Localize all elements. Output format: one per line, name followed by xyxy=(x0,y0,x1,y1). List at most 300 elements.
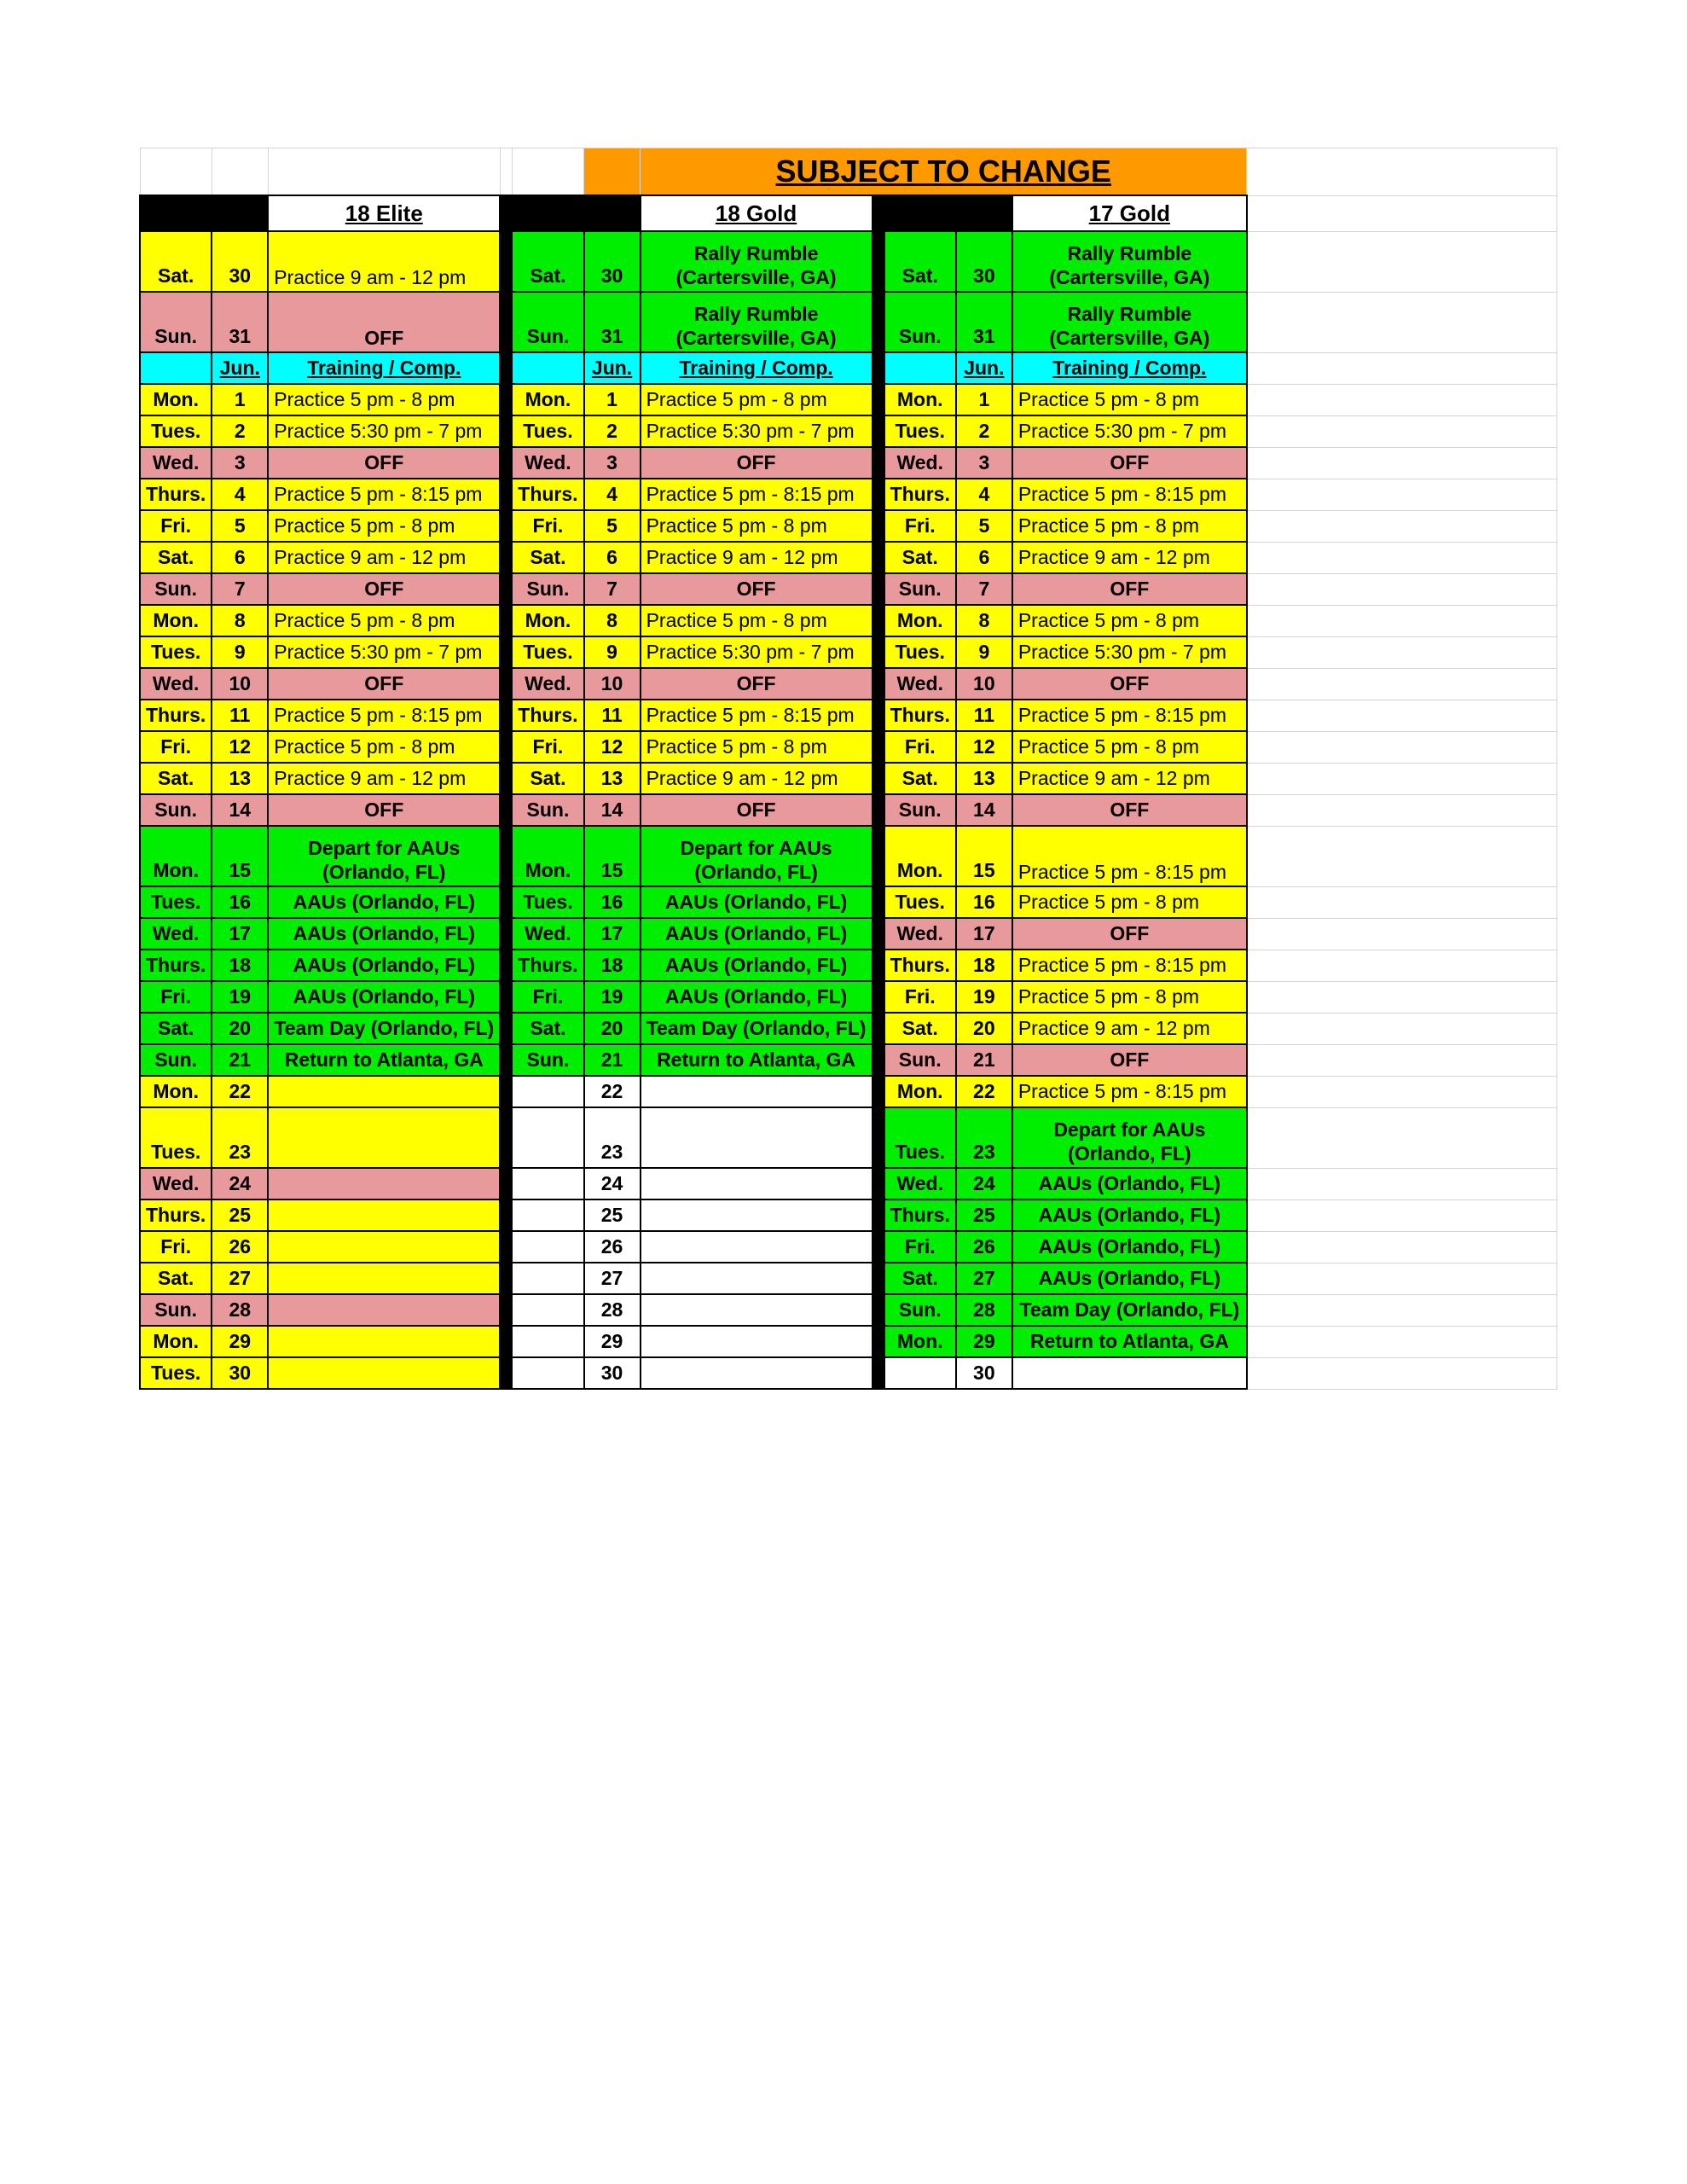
event-cell: Rally Rumble (Cartersville, GA) xyxy=(1012,292,1247,352)
column-separator xyxy=(500,479,512,510)
event-cell: Practice 5 pm - 8 pm xyxy=(641,605,872,636)
column-separator xyxy=(500,447,512,479)
header-black-block xyxy=(884,195,1012,231)
date-cell: 2 xyxy=(956,415,1012,447)
event-cell: AAUs (Orlando, FL) xyxy=(641,886,872,918)
training-comp-label: Training / Comp. xyxy=(1012,352,1247,384)
day-cell: Tues. xyxy=(140,415,212,447)
date-cell: 23 xyxy=(956,1107,1012,1168)
filler-cell xyxy=(1247,415,1557,447)
schedule-row xyxy=(140,1076,1557,1107)
schedule-row xyxy=(140,794,1557,826)
team-name-header: 18 Elite xyxy=(268,195,500,231)
empty-cell xyxy=(500,148,512,196)
date-cell: 9 xyxy=(212,636,268,668)
date-cell: 9 xyxy=(956,636,1012,668)
day-cell: Wed. xyxy=(512,668,583,700)
day-cell: Sat. xyxy=(884,1013,956,1044)
event-cell: Practice 9 am - 12 pm xyxy=(1012,1013,1247,1044)
filler-cell xyxy=(1247,1263,1557,1294)
day-cell: Mon. xyxy=(140,826,212,886)
banner-accent xyxy=(584,148,641,196)
event-cell: AAUs (Orlando, FL) xyxy=(1012,1168,1247,1199)
header-black-block xyxy=(140,195,268,231)
event-cell xyxy=(268,1076,500,1107)
filler-cell xyxy=(1247,950,1557,981)
day-cell xyxy=(512,1294,583,1326)
day-cell xyxy=(512,1076,583,1107)
date-cell: 6 xyxy=(212,542,268,573)
schedule-row xyxy=(140,731,1557,763)
schedule-row xyxy=(140,231,1557,292)
event-cell xyxy=(268,1294,500,1326)
date-cell: 21 xyxy=(212,1044,268,1076)
day-cell: Thurs. xyxy=(512,479,583,510)
event-cell: Practice 5 pm - 8:15 pm xyxy=(1012,826,1247,886)
event-cell: Practice 5 pm - 8 pm xyxy=(268,510,500,542)
date-cell: 14 xyxy=(212,794,268,826)
team-name-header: 18 Gold xyxy=(641,195,872,231)
column-separator xyxy=(500,731,512,763)
event-cell: Practice 5 pm - 8 pm xyxy=(641,510,872,542)
day-cell: Mon. xyxy=(512,826,583,886)
date-cell: 4 xyxy=(956,479,1012,510)
event-cell: AAUs (Orlando, FL) xyxy=(641,981,872,1013)
column-separator xyxy=(500,1231,512,1263)
date-cell: 7 xyxy=(584,573,641,605)
filler-cell xyxy=(1247,1044,1557,1076)
empty-cell xyxy=(512,148,583,196)
date-cell: 17 xyxy=(212,918,268,950)
column-separator xyxy=(872,826,884,886)
training-comp-label: Training / Comp. xyxy=(268,352,500,384)
event-cell: Return to Atlanta, GA xyxy=(268,1044,500,1076)
day-cell xyxy=(512,1107,583,1168)
filler-cell xyxy=(1247,886,1557,918)
day-cell: Mon. xyxy=(884,384,956,415)
event-cell xyxy=(268,1231,500,1263)
date-cell: 21 xyxy=(956,1044,1012,1076)
date-cell: 16 xyxy=(956,886,1012,918)
date-cell: 6 xyxy=(584,542,641,573)
month-label: Jun. xyxy=(212,352,268,384)
event-cell: Rally Rumble (Cartersville, GA) xyxy=(1012,231,1247,292)
column-separator xyxy=(500,352,512,384)
event-cell: Practice 5 pm - 8 pm xyxy=(1012,886,1247,918)
day-cell: Sun. xyxy=(140,1044,212,1076)
date-cell: 25 xyxy=(212,1199,268,1231)
day-cell: Sun. xyxy=(140,1294,212,1326)
filler-cell xyxy=(1247,794,1557,826)
schedule-row xyxy=(140,605,1557,636)
day-cell: Tues. xyxy=(140,636,212,668)
filler-cell xyxy=(1247,826,1557,886)
event-cell: Practice 5 pm - 8 pm xyxy=(1012,981,1247,1013)
filler-cell xyxy=(1247,352,1557,384)
column-separator xyxy=(872,542,884,573)
schedule-row xyxy=(140,886,1557,918)
day-cell: Mon. xyxy=(884,1326,956,1357)
filler-cell xyxy=(1247,573,1557,605)
event-cell: Rally Rumble (Cartersville, GA) xyxy=(641,231,872,292)
schedule-row xyxy=(140,1107,1557,1168)
event-cell: Practice 9 am - 12 pm xyxy=(641,763,872,794)
schedule-row xyxy=(140,1044,1557,1076)
event-cell: Practice 9 am - 12 pm xyxy=(268,763,500,794)
day-cell: Mon. xyxy=(140,1076,212,1107)
date-cell: 27 xyxy=(212,1263,268,1294)
schedule-row xyxy=(140,510,1557,542)
date-cell: 21 xyxy=(584,1044,641,1076)
event-cell: Practice 5:30 pm - 7 pm xyxy=(641,415,872,447)
column-separator xyxy=(872,1294,884,1326)
event-cell xyxy=(641,1107,872,1168)
column-separator xyxy=(872,1263,884,1294)
date-cell: 13 xyxy=(212,763,268,794)
schedule-row xyxy=(140,1294,1557,1326)
day-cell xyxy=(512,1357,583,1389)
column-separator xyxy=(500,573,512,605)
date-cell: 31 xyxy=(956,292,1012,352)
date-cell: 2 xyxy=(584,415,641,447)
date-cell: 14 xyxy=(584,794,641,826)
date-cell: 18 xyxy=(956,950,1012,981)
event-cell xyxy=(641,1231,872,1263)
day-cell: Sat. xyxy=(884,1263,956,1294)
column-separator xyxy=(872,384,884,415)
filler-cell xyxy=(1247,510,1557,542)
column-separator xyxy=(872,195,884,231)
column-separator xyxy=(500,1044,512,1076)
event-cell: Practice 5 pm - 8 pm xyxy=(268,731,500,763)
date-cell: 12 xyxy=(584,731,641,763)
filler-cell xyxy=(1247,384,1557,415)
event-cell: Return to Atlanta, GA xyxy=(641,1044,872,1076)
event-cell xyxy=(641,1357,872,1389)
date-cell: 6 xyxy=(956,542,1012,573)
filler-cell xyxy=(1247,1076,1557,1107)
day-cell: Mon. xyxy=(140,605,212,636)
training-comp-label: Training / Comp. xyxy=(641,352,872,384)
event-cell: AAUs (Orlando, FL) xyxy=(268,886,500,918)
column-separator xyxy=(872,950,884,981)
filler-cell xyxy=(1247,292,1557,352)
month-label: Jun. xyxy=(584,352,641,384)
date-cell: 20 xyxy=(212,1013,268,1044)
schedule-row xyxy=(140,384,1557,415)
event-cell: Practice 5:30 pm - 7 pm xyxy=(268,415,500,447)
event-cell xyxy=(641,1294,872,1326)
event-cell: OFF xyxy=(268,292,500,352)
day-cell: Sat. xyxy=(884,763,956,794)
day-cell xyxy=(512,1263,583,1294)
event-cell: OFF xyxy=(268,573,500,605)
column-separator xyxy=(500,1107,512,1168)
day-cell: Wed. xyxy=(140,918,212,950)
event-cell: Practice 5 pm - 8:15 pm xyxy=(641,479,872,510)
day-cell: Mon. xyxy=(884,1076,956,1107)
day-cell: Fri. xyxy=(512,731,583,763)
column-separator xyxy=(500,918,512,950)
date-cell: 22 xyxy=(584,1076,641,1107)
date-cell: 20 xyxy=(584,1013,641,1044)
date-cell: 24 xyxy=(956,1168,1012,1199)
date-cell: 20 xyxy=(956,1013,1012,1044)
column-separator xyxy=(872,981,884,1013)
column-separator xyxy=(500,1168,512,1199)
filler-cell xyxy=(1247,605,1557,636)
day-cell: Mon. xyxy=(140,1326,212,1357)
event-cell xyxy=(641,1263,872,1294)
day-cell: Sat. xyxy=(140,542,212,573)
date-cell: 27 xyxy=(956,1263,1012,1294)
filler-cell xyxy=(1247,918,1557,950)
day-cell: Fri. xyxy=(140,1231,212,1263)
event-cell: OFF xyxy=(268,794,500,826)
event-cell: AAUs (Orlando, FL) xyxy=(641,950,872,981)
schedule-row xyxy=(140,950,1557,981)
event-cell: AAUs (Orlando, FL) xyxy=(268,918,500,950)
date-cell: 29 xyxy=(956,1326,1012,1357)
column-separator xyxy=(500,1263,512,1294)
column-separator xyxy=(872,1168,884,1199)
date-cell: 3 xyxy=(212,447,268,479)
event-cell xyxy=(641,1168,872,1199)
day-cell: Tues. xyxy=(140,1357,212,1389)
date-cell: 5 xyxy=(584,510,641,542)
day-cell xyxy=(884,352,956,384)
day-cell: Thurs. xyxy=(884,479,956,510)
date-cell: 14 xyxy=(956,794,1012,826)
empty-cell xyxy=(212,148,268,196)
day-cell: Fri. xyxy=(884,731,956,763)
date-cell: 22 xyxy=(956,1076,1012,1107)
event-cell: Practice 5 pm - 8:15 pm xyxy=(1012,1076,1247,1107)
event-cell: OFF xyxy=(641,668,872,700)
day-cell: Thurs. xyxy=(140,1199,212,1231)
day-cell: Thurs. xyxy=(140,479,212,510)
date-cell: 15 xyxy=(212,826,268,886)
day-cell: Sun. xyxy=(512,573,583,605)
column-separator xyxy=(500,636,512,668)
date-cell: 18 xyxy=(212,950,268,981)
day-cell: Wed. xyxy=(140,1168,212,1199)
date-cell: 19 xyxy=(212,981,268,1013)
date-cell: 1 xyxy=(212,384,268,415)
date-cell: 13 xyxy=(584,763,641,794)
event-cell: Practice 5 pm - 8 pm xyxy=(641,731,872,763)
day-cell: Sun. xyxy=(884,794,956,826)
event-cell: Practice 5 pm - 8 pm xyxy=(1012,510,1247,542)
day-cell: Sat. xyxy=(512,542,583,573)
schedule-row xyxy=(140,826,1557,886)
day-cell: Sun. xyxy=(884,1044,956,1076)
sub-header-row xyxy=(140,352,1557,384)
day-cell: Sat. xyxy=(884,542,956,573)
filler-cell xyxy=(1247,542,1557,573)
date-cell: 7 xyxy=(956,573,1012,605)
date-cell: 7 xyxy=(212,573,268,605)
event-cell: OFF xyxy=(641,447,872,479)
event-cell: OFF xyxy=(1012,794,1247,826)
event-cell xyxy=(1012,1357,1247,1389)
day-cell: Tues. xyxy=(512,636,583,668)
schedule-row xyxy=(140,763,1557,794)
day-cell: Sat. xyxy=(512,231,583,292)
date-cell: 29 xyxy=(584,1326,641,1357)
event-cell: OFF xyxy=(1012,447,1247,479)
date-cell: 28 xyxy=(956,1294,1012,1326)
subject-to-change-banner: SUBJECT TO CHANGE xyxy=(641,148,1247,196)
column-separator xyxy=(872,605,884,636)
month-label: Jun. xyxy=(956,352,1012,384)
date-cell: 1 xyxy=(956,384,1012,415)
column-separator xyxy=(872,886,884,918)
filler-cell xyxy=(1247,1326,1557,1357)
day-cell: Sat. xyxy=(140,1263,212,1294)
schedule-row xyxy=(140,1013,1557,1044)
schedule-row xyxy=(140,1326,1557,1357)
schedule-row xyxy=(140,981,1557,1013)
column-separator xyxy=(500,1076,512,1107)
column-separator xyxy=(872,636,884,668)
day-cell xyxy=(884,1357,956,1389)
schedule-row xyxy=(140,542,1557,573)
column-separator xyxy=(500,794,512,826)
date-cell: 23 xyxy=(212,1107,268,1168)
filler-cell xyxy=(1247,195,1557,231)
date-cell: 3 xyxy=(584,447,641,479)
date-cell: 5 xyxy=(956,510,1012,542)
day-cell: Mon. xyxy=(512,384,583,415)
event-cell: Team Day (Orlando, FL) xyxy=(268,1013,500,1044)
event-cell xyxy=(268,1263,500,1294)
column-separator xyxy=(872,1357,884,1389)
filler-cell xyxy=(1247,636,1557,668)
event-cell: AAUs (Orlando, FL) xyxy=(268,981,500,1013)
filler-cell xyxy=(1247,479,1557,510)
column-separator xyxy=(500,700,512,731)
schedule-row xyxy=(140,636,1557,668)
event-cell xyxy=(268,1357,500,1389)
day-cell: Sat. xyxy=(140,763,212,794)
column-separator xyxy=(872,700,884,731)
column-separator xyxy=(500,605,512,636)
column-separator xyxy=(872,231,884,292)
event-cell: OFF xyxy=(1012,668,1247,700)
event-cell: AAUs (Orlando, FL) xyxy=(1012,1263,1247,1294)
date-cell: 25 xyxy=(956,1199,1012,1231)
event-cell: Practice 5 pm - 8 pm xyxy=(641,384,872,415)
date-cell: 1 xyxy=(584,384,641,415)
schedule-row xyxy=(140,700,1557,731)
column-separator xyxy=(500,415,512,447)
column-separator xyxy=(500,668,512,700)
event-cell: AAUs (Orlando, FL) xyxy=(1012,1231,1247,1263)
schedule-row xyxy=(140,415,1557,447)
day-cell: Fri. xyxy=(140,510,212,542)
day-cell: Fri. xyxy=(884,1231,956,1263)
event-cell: Practice 5:30 pm - 7 pm xyxy=(1012,636,1247,668)
schedule-row xyxy=(140,1357,1557,1389)
date-cell: 24 xyxy=(584,1168,641,1199)
schedule-row xyxy=(140,1199,1557,1231)
day-cell xyxy=(512,352,583,384)
event-cell: Practice 5:30 pm - 7 pm xyxy=(268,636,500,668)
day-cell xyxy=(512,1326,583,1357)
event-cell xyxy=(641,1326,872,1357)
day-cell: Sat. xyxy=(512,763,583,794)
day-cell: Wed. xyxy=(884,447,956,479)
filler-cell xyxy=(1247,763,1557,794)
event-cell: Practice 5 pm - 8:15 pm xyxy=(1012,479,1247,510)
column-separator xyxy=(500,1013,512,1044)
date-cell: 4 xyxy=(212,479,268,510)
day-cell: Tues. xyxy=(512,886,583,918)
event-cell xyxy=(268,1107,500,1168)
date-cell: 11 xyxy=(956,700,1012,731)
day-cell: Thurs. xyxy=(140,950,212,981)
event-cell: Practice 9 am - 12 pm xyxy=(1012,763,1247,794)
event-cell: Team Day (Orlando, FL) xyxy=(1012,1294,1247,1326)
column-separator xyxy=(500,231,512,292)
day-cell: Wed. xyxy=(140,668,212,700)
day-cell: Tues. xyxy=(140,1107,212,1168)
date-cell: 31 xyxy=(584,292,641,352)
date-cell: 8 xyxy=(956,605,1012,636)
date-cell: 30 xyxy=(956,231,1012,292)
day-cell: Sat. xyxy=(512,1013,583,1044)
date-cell: 19 xyxy=(584,981,641,1013)
schedule-row xyxy=(140,1263,1557,1294)
column-separator xyxy=(500,542,512,573)
event-cell: Depart for AAUs (Orlando, FL) xyxy=(641,826,872,886)
column-separator xyxy=(872,794,884,826)
column-separator xyxy=(872,352,884,384)
event-cell: Practice 5 pm - 8 pm xyxy=(1012,384,1247,415)
date-cell: 4 xyxy=(584,479,641,510)
filler-cell xyxy=(1247,700,1557,731)
day-cell: Fri. xyxy=(512,981,583,1013)
banner-row xyxy=(140,148,1557,196)
day-cell: Tues. xyxy=(884,636,956,668)
event-cell: Practice 5:30 pm - 7 pm xyxy=(1012,415,1247,447)
date-cell: 10 xyxy=(584,668,641,700)
event-cell: Practice 9 am - 12 pm xyxy=(268,231,500,292)
day-cell: Mon. xyxy=(884,826,956,886)
column-separator xyxy=(872,918,884,950)
event-cell: Depart for AAUs (Orlando, FL) xyxy=(1012,1107,1247,1168)
column-separator xyxy=(500,384,512,415)
filler-cell xyxy=(1247,1013,1557,1044)
schedule-table xyxy=(139,148,1557,1390)
column-separator xyxy=(500,886,512,918)
date-cell: 27 xyxy=(584,1263,641,1294)
date-cell: 2 xyxy=(212,415,268,447)
date-cell: 28 xyxy=(584,1294,641,1326)
event-cell: Practice 5 pm - 8:15 pm xyxy=(268,700,500,731)
date-cell: 10 xyxy=(212,668,268,700)
filler-cell xyxy=(1247,1168,1557,1199)
day-cell xyxy=(512,1199,583,1231)
filler-cell xyxy=(1247,231,1557,292)
day-cell: Sun. xyxy=(140,794,212,826)
event-cell: Practice 5 pm - 8:15 pm xyxy=(1012,700,1247,731)
column-separator xyxy=(500,1326,512,1357)
event-cell: Practice 5 pm - 8 pm xyxy=(1012,605,1247,636)
day-cell: Sat. xyxy=(884,231,956,292)
date-cell: 31 xyxy=(212,292,268,352)
